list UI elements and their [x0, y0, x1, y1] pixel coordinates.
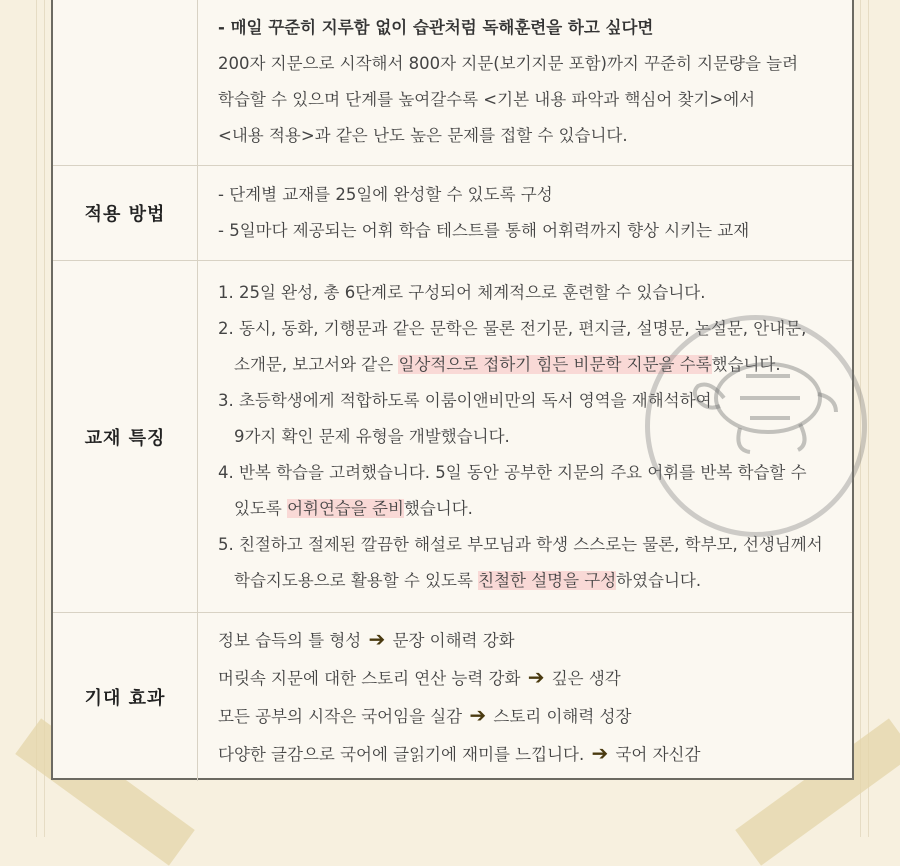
table-row	[53, 613, 852, 782]
arrow-right-icon: ➔	[368, 627, 386, 651]
effect-line	[218, 735, 840, 773]
feature-text: 9가지 확인 문제 유형을 개발했습니다.	[234, 426, 510, 446]
feature-line	[218, 563, 840, 599]
row-body	[198, 613, 853, 782]
arrow-right-icon: ➔	[469, 703, 487, 727]
effect-cause: 정보 습득의 틀 형성	[218, 631, 362, 650]
intro-line: 200자 지문으로 시작해서 800자 지문(보기지문 포함)까지 꾸준히 지문량을 늘려	[218, 53, 799, 73]
highlight-text: 친철한 설명을 구성	[478, 570, 617, 590]
background-rule	[36, 0, 37, 837]
effect-result: 국어 자신감	[615, 745, 701, 764]
background-rule	[44, 0, 45, 837]
effect-line	[218, 659, 840, 697]
row-header-features: 교재 특징	[53, 261, 198, 613]
feature-text: 있도록	[234, 498, 288, 518]
feature-text: 5. 친절하고 절제된 깔끔한 해설로 부모님과 학생 스스로는 물론, 학부모, 선생님께서	[218, 534, 823, 554]
turtle-stamp-logo	[645, 315, 867, 537]
row-header	[53, 0, 198, 166]
table-row	[53, 0, 852, 166]
feature-text: 소개문, 보고서와 같은	[234, 354, 399, 374]
row-header-effects: 기대 효과	[53, 613, 198, 782]
feature-text: 했습니다.	[711, 354, 781, 374]
method-line: - 5일마다 제공되는 어휘 학습 테스트를 통해 어휘력까지 향상 시키는 교재	[218, 221, 750, 240]
effect-line	[218, 621, 840, 659]
row-body	[198, 166, 853, 261]
intro-line: <내용 적용>과 같은 난도 높은 문제를 접할 수 있습니다.	[218, 125, 628, 145]
feature-text: 학습지도용으로 활용할 수 있도록	[234, 570, 479, 590]
background-rule	[868, 0, 869, 837]
effect-result: 깊은 생각	[551, 669, 621, 688]
feature-text: 4. 반복 학습을 고려했습니다. 5일 동안 공부한 지문의 주요 어휘를 반복 학습할 수	[218, 462, 807, 482]
intro-line: 학습할 수 있으며 단계를 높여갈수록 <기본 내용 파악과 핵심어 찾기>에서	[218, 89, 756, 109]
effect-cause: 모든 공부의 시작은 국어임을 실감	[218, 707, 463, 726]
row-body	[198, 0, 853, 166]
feature-text: 했습니다.	[403, 498, 473, 518]
effect-result: 스토리 이해력 성장	[493, 707, 632, 726]
feature-text: 하였습니다.	[616, 570, 702, 590]
effect-cause: 다양한 글감으로 국어에 글읽기에 재미를 느낍니다.	[218, 745, 585, 764]
feature-text: 1. 25일 완성, 총 6단계로 구성되어 체계적으로 훈련할 수 있습니다.	[218, 282, 706, 302]
effect-cause: 머릿속 지문에 대한 스토리 연산 능력 강화	[218, 669, 521, 688]
row-header-application: 적용 방법	[53, 166, 198, 261]
feature-text: 3. 초등학생에게 적합하도록 이룸이앤비만의 독서 영역을 재해석하여	[218, 390, 712, 410]
highlight-text: 일상적으로 접하기 힘든 비문학 지문을 수록	[398, 354, 712, 374]
highlight-text: 어휘연습을 준비	[287, 498, 404, 518]
arrow-right-icon: ➔	[591, 741, 609, 765]
turtle-icon	[650, 320, 862, 532]
effect-line	[218, 697, 840, 735]
method-line: - 단계별 교재를 25일에 완성할 수 있도록 구성	[218, 185, 553, 204]
table-row	[53, 166, 852, 261]
effect-result: 문장 이해력 강화	[392, 631, 515, 650]
intro-line: - 매일 꾸준히 지루함 없이 습관처럼 독해훈련을 하고 싶다면	[218, 17, 654, 37]
arrow-right-icon: ➔	[527, 665, 545, 689]
feature-line	[218, 275, 840, 311]
feature-text: 2. 동시, 동화, 기행문과 같은 문학은 물론 전기문, 편지글, 설명문, 논설문, 안내문,	[218, 318, 807, 338]
